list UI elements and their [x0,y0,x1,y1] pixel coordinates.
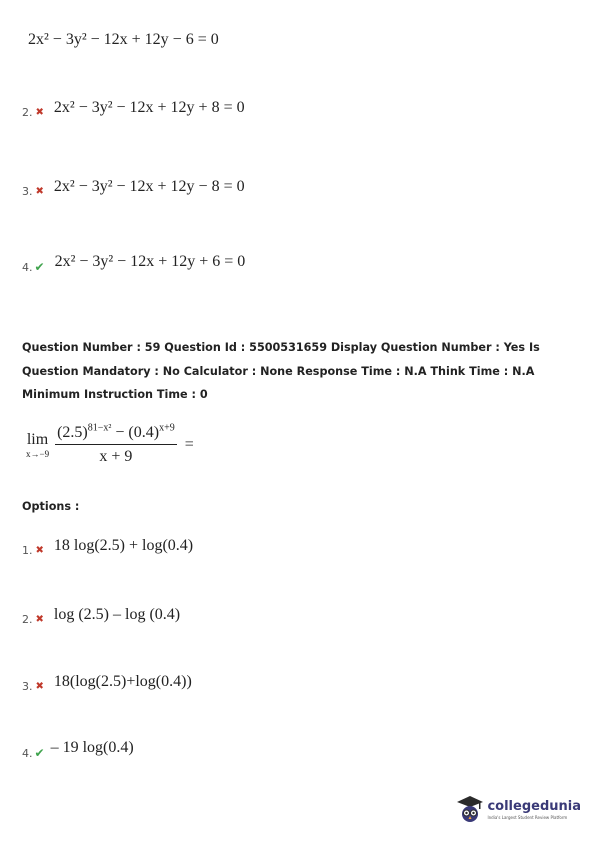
option-text: 18(log(2.5)+log(0.4)) [53,672,192,690]
logo-wordmark: collegedunia [487,798,581,814]
correct-check-icon: ✔ [34,746,45,760]
option-number: 4. [22,746,33,760]
collegedunia-logo [456,794,581,824]
question-expression [26,424,194,466]
wrong-mark-icon: ✖ [35,681,44,692]
question-meta: Question Number : 59 Question Id : 5500531659 Display Question Number : Yes Is Question Mandatory : No Calculator : None Response Time : N.A Think Time : N.A Minimum Instruction Time : 0 [22,341,540,401]
option-text: – 19 log(0.4) [50,739,134,756]
option-equation: 2x² − 3y² − 12x + 12y + 6 = 0 [54,253,246,270]
option-text: 18 log(2.5) + log(0.4) [53,536,194,554]
prev-option-4 [22,253,246,274]
graduate-owl-icon [456,794,484,824]
option-3 [22,672,192,693]
option-4 [22,739,134,760]
wrong-mark-icon: ✖ [35,545,44,556]
wrong-mark-icon: ✖ [35,186,44,197]
option-equation: 2x² − 3y² − 12x + 12y − 8 = 0 [53,177,245,195]
option-number: 2. [22,106,33,119]
option-number: 4. [22,260,33,274]
fraction-denominator: x + 9 [99,448,133,465]
options-label: Options : [22,500,80,513]
option-number: 3. [22,680,33,693]
option-text: log (2.5) – log (0.4) [53,605,181,623]
equals-sign: = [184,436,194,453]
prev-option-2 [22,98,245,119]
option-2 [22,605,181,626]
limit-operator: lim x→−9 [26,431,50,459]
prev-option-1-equation: 2x² − 3y² − 12x + 12y − 6 = 0 [28,31,219,48]
option-number: 2. [22,613,33,626]
fraction-numerator: $(2.5)^{81-x^2} - (0.4)^{x+9}$ [55,424,177,445]
option-number: 1. [22,544,33,557]
correct-check-icon: ✔ [34,260,45,274]
wrong-mark-icon: ✖ [35,107,44,118]
option-equation: 2x² − 3y² − 12x + 12y + 8 = 0 [53,98,245,116]
limit-fraction [55,424,177,466]
logo-tagline: India's Largest Student Review Platform [487,814,568,820]
wrong-mark-icon: ✖ [35,614,44,625]
prev-option-3 [22,177,245,198]
option-1 [22,536,194,557]
option-number: 3. [22,185,33,198]
